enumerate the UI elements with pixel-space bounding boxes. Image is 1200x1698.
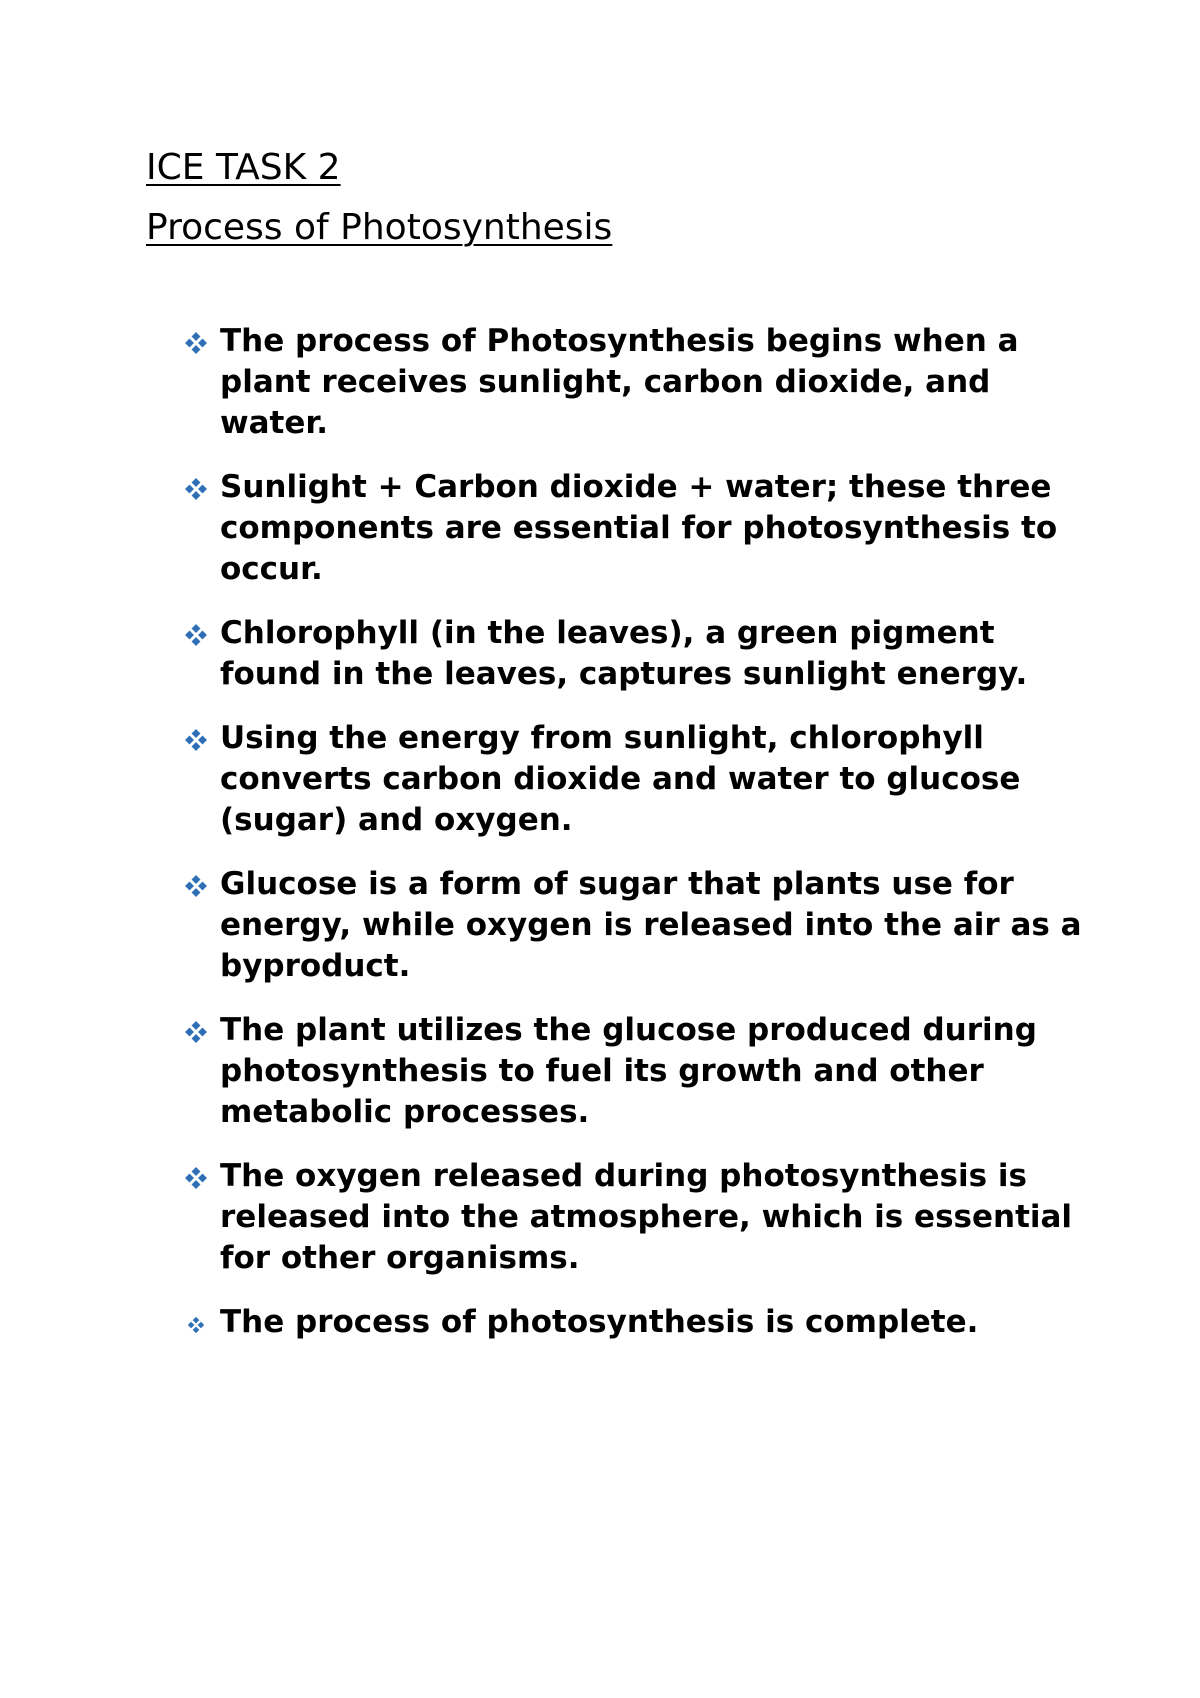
list-item-text: The process of photosynthesis is complete. — [220, 1304, 979, 1340]
list-item — [182, 321, 1082, 444]
bullet-list — [182, 321, 1082, 1366]
list-item — [182, 467, 1082, 590]
list-item — [182, 1010, 1082, 1133]
list-item-text: Using the energy from sunlight, chlorophyll converts carbon dioxide and water to glucose (sugar) and oxygen. — [220, 720, 1021, 838]
list-item-text: The process of Photosynthesis begins when a plant receives sunlight, carbon dioxide, and water. — [220, 323, 1019, 441]
list-item-text: The oxygen released during photosynthesis is released into the atmosphere, which is essential for other organisms. — [220, 1158, 1073, 1276]
list-item — [182, 864, 1082, 987]
list-item-text: The plant utilizes the glucose produced during photosynthesis to fuel its growth and other metabolic processes. — [220, 1012, 1037, 1130]
four-diamond-bullet-icon — [184, 874, 208, 898]
four-diamond-bullet-icon — [184, 728, 208, 752]
list-item-text: Sunlight + Carbon dioxide + water; these three components are essential for photosynthesis to occur. — [220, 469, 1058, 587]
page-subtitle: Process of Photosynthesis — [146, 207, 613, 248]
list-item — [182, 1156, 1082, 1279]
four-diamond-bullet-icon — [184, 623, 208, 647]
list-item-text: Chlorophyll (in the leaves), a green pigment found in the leaves, captures sunlight energy. — [220, 615, 1028, 692]
list-item-text: Glucose is a form of sugar that plants use for energy, while oxygen is released into the air as a byproduct. — [220, 866, 1082, 984]
list-item — [182, 1302, 1082, 1343]
four-diamond-bullet-icon — [184, 1020, 208, 1044]
four-diamond-bullet-icon — [184, 1166, 208, 1190]
page-title: ICE TASK 2 — [146, 147, 341, 188]
four-diamond-bullet-icon — [187, 1316, 205, 1334]
list-item — [182, 718, 1082, 841]
list-item — [182, 613, 1082, 695]
four-diamond-bullet-icon — [184, 477, 208, 501]
four-diamond-bullet-icon — [184, 331, 208, 355]
